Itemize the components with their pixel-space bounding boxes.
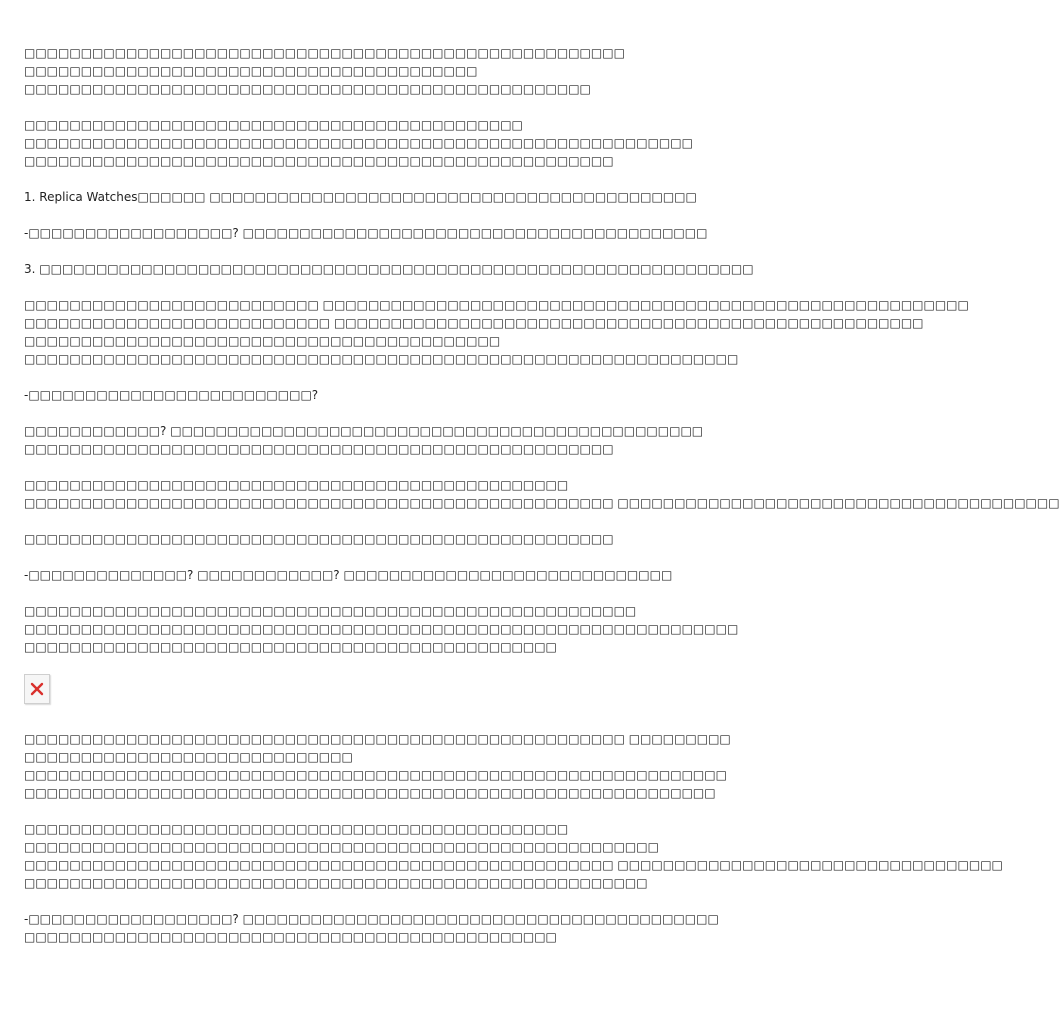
text-line: □□□□□□□□□□□□□□□□□□□□□□□□□□□□□□□□□□□□□□□□□□□□□□□□□□□□□□□□ [24,840,659,854]
text-line: □□□□□□□□□□□□□□□□□□□□□□□□□□□□□□□□□□□□□□□□□□□□□□□□□□□□ □□□□□□□□□□□□□□□□□□□□□□□□□□□□□□□□□□□□□□□ [24,496,1060,510]
paragraphs-after-image [24,730,1003,946]
text-line: □□□□□□□□□□□□□□□□□□□□□□□□□□□□□□□□□□□□□□□□□□□□□□□□□□□□ [24,154,614,168]
paragraph [24,296,969,368]
text-line: -□□□□□□□□□□□□□□□□□□□□□□□□□? [24,388,319,402]
paragraph [24,730,731,802]
text-line: □□□□□□□□□□□□□□□□□□□□□□□□□□□□□□□□□□□□□□□□□□□□□□□□□□□□□□ [24,604,637,618]
paragraph [24,224,708,242]
text-line: □□□□□□□□□□□□□□□□□□□□□□□□□□□□□□□□□□□□□□□□□□ [24,334,501,348]
broken-image-icon [30,682,44,696]
text-line: □□□□□□□□□□□□□□□□□□□□□□□□□□□□□□□□□□□□□□□□□□□□□□□□□□□□ [24,442,614,456]
paragraph [24,910,719,946]
text-line: □□□□□□□□□□□□□□□□□□□□□□□□□□□□□□□□□□□□□□□□□□□□□□□□□□□□□□□□□□□□□ [24,786,716,800]
text-line: □□□□□□□□□□□□□□□□□□□□□□□□□□□□□□□□□□□□□□□□□□□□□□□□□□□□□ □□□□□□□□□ [24,732,731,746]
paragraph [24,476,1060,512]
text-line: □□□□□□□□□□□□□□□□□□□□□□□□□□□□□□□□□□□□□□□□□□□□□□□□□□□□□□□□□□□□□□□ [24,352,739,366]
text-line: □□□□□□□□□□□□□□□□□□□□□□□□□□□□□□□□□□□□□□□□□□□□□□□ [24,930,557,944]
paragraph [24,260,754,278]
text-line: □□□□□□□□□□□□□□□□□□□□□□□□□□□□□□□□□□□□□□□□□□□□□□□ [24,640,557,654]
paragraph [24,566,696,584]
text-line: -□□□□□□□□□□□□□□□□□□? □□□□□□□□□□□□□□□□□□□□□□□□□□□□□□□□□□□□□□□□□□ [24,912,719,926]
paragraph [24,422,704,458]
text-line: □□□□□□□□□□□□□□□□□□□□□□□□□□□□□□□□□□□□□□□□□□□□□□□□□□□□□□□□□□□ [24,136,693,150]
text-line: □□□□□□□□□□□□□□□□□□□□□□□□□□□ □□□□□□□□□□□□□□□□□□□□□□□□□□□□□□□□□□□□□□□□□□□□□□□□□□□□ [24,316,924,330]
broken-image[interactable] [24,674,50,704]
paragraph [24,820,1003,892]
text-line: □□□□□□□□□□□□□□□□□□□□□□□□□□□□□□□□□□□□□□□□□□□□□□□□□□□□ □□□□□□□□□□□□□□□□□□□□□□□□□□□□□□□□□□ [24,858,1003,872]
text-line: □□□□□□□□□□□□□□□□□□□□□□□□□□□□□□□□□□□□□□□□□□□□□□□□□□□□ [24,532,614,546]
paragraph [24,44,696,98]
text-line: -□□□□□□□□□□□□□□? □□□□□□□□□□□□? □□□□□□□□□□□□□□□□□□□□□□□□□□□□□ [24,568,673,582]
text-line: 1. Replica Watches□□□□□□ □□□□□□□□□□□□□□□□□□□□□□□□□□□□□□□□□□□□□□□□□□□ [24,190,697,204]
text-line: □□□□□□□□□□□□□□□□□□□□□□□□□□□□□□□□□□□□□□□□□□□□□□□□□□□□□□□□□□□□□□□ [24,622,739,636]
text-line: □□□□□□□□□□□□□□□□□□□□□□□□□□□□□□□□□□□□□□□□□□□□□□□□□□□□□□□ [24,876,648,890]
paragraph [24,188,696,206]
paragraph [24,116,696,170]
text-line: □□□□□□□□□□□□□□□□□□□□□□□□□□□□□□□□□□□□□□□□□□□□□□□□□□ [24,82,591,96]
text-line: □□□□□□□□□□□□? □□□□□□□□□□□□□□□□□□□□□□□□□□□□□□□□□□□□□□□□□□□□□□□ [24,424,704,438]
text-line: 3. □□□□□□□□□□□□□□□□□□□□□□□□□□□□□□□□□□□□□□□□□□□□□□□□□□□□□□□□□□□□□□□ [24,262,754,276]
text-line: □□□□□□□□□□□□□□□□□□□□□□□□□□□□□□□□□□□□□□□□□□□□ [24,118,523,132]
paragraph [24,602,739,656]
text-line: □□□□□□□□□□□□□□□□□□□□□□□□□□□□□□□□□□□□□□□□□□□□□□□□□□□□□□□□□□□□□□ [24,768,727,782]
paragraph [24,386,696,404]
text-line: □□□□□□□□□□□□□□□□□□□□□□□□□□□□□□□□□□□□□□□□□□□□□□□□□□□□□ [24,46,625,60]
paragraph [24,530,696,548]
text-line: □□□□□□□□□□□□□□□□□□□□□□□□□□□□□ [24,750,353,764]
text-line: -□□□□□□□□□□□□□□□□□□? □□□□□□□□□□□□□□□□□□□□□□□□□□□□□□□□□□□□□□□□□ [24,226,708,240]
text-line: □□□□□□□□□□□□□□□□□□□□□□□□□□□□□□□□□□□□□□□□□□□□□□□□ [24,478,569,492]
text-line: □□□□□□□□□□□□□□□□□□□□□□□□□□□□□□□□□□□□□□□□ [24,64,478,78]
text-line: □□□□□□□□□□□□□□□□□□□□□□□□□□□□□□□□□□□□□□□□□□□□□□□□ [24,822,569,836]
paragraphs-before-image [24,44,1060,656]
text-line: □□□□□□□□□□□□□□□□□□□□□□□□□□ □□□□□□□□□□□□□□□□□□□□□□□□□□□□□□□□□□□□□□□□□□□□□□□□□□□□□□□□□ [24,298,969,312]
